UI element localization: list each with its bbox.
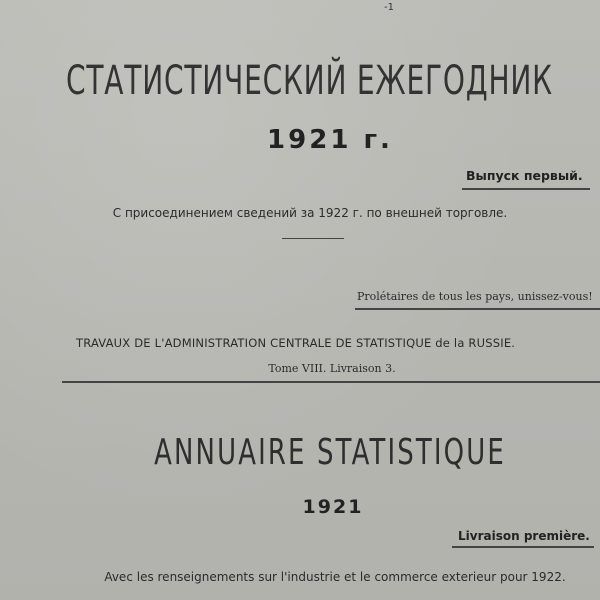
russian-title: СТАТИСТИЧЕСКИЙ ЕЖЕГОДНИК bbox=[66, 58, 553, 104]
series-tome: Tome VIII. Livraison 3. bbox=[268, 362, 396, 375]
french-issue-label: Livraison première. bbox=[458, 529, 590, 543]
motto-underline bbox=[355, 308, 600, 310]
page-mark: -1 bbox=[384, 2, 394, 13]
series-title: TRAVAUX DE L'ADMINISTRATION CENTRALE DE STATISTIQUE de la RUSSIE. bbox=[76, 336, 516, 350]
french-issue-underline bbox=[452, 546, 594, 548]
russian-issue-underline bbox=[462, 188, 590, 190]
main-divider bbox=[62, 381, 600, 383]
russian-issue-label: Выпуск первый. bbox=[466, 168, 583, 183]
short-divider bbox=[282, 238, 344, 239]
french-addendum: Avec les renseignements sur l'industrie et le commerce exterieur pour 1922. bbox=[104, 570, 566, 584]
motto: Prolétaires de tous les pays, unissez-vous! bbox=[357, 290, 593, 303]
russian-year: 1921 г. bbox=[267, 125, 393, 155]
french-title: ANNUAIRE STATISTIQUE bbox=[154, 432, 506, 473]
french-year: 1921 bbox=[302, 496, 364, 518]
russian-addendum: С присоединением сведений за 1922 г. по внешней торговле. bbox=[112, 206, 508, 220]
